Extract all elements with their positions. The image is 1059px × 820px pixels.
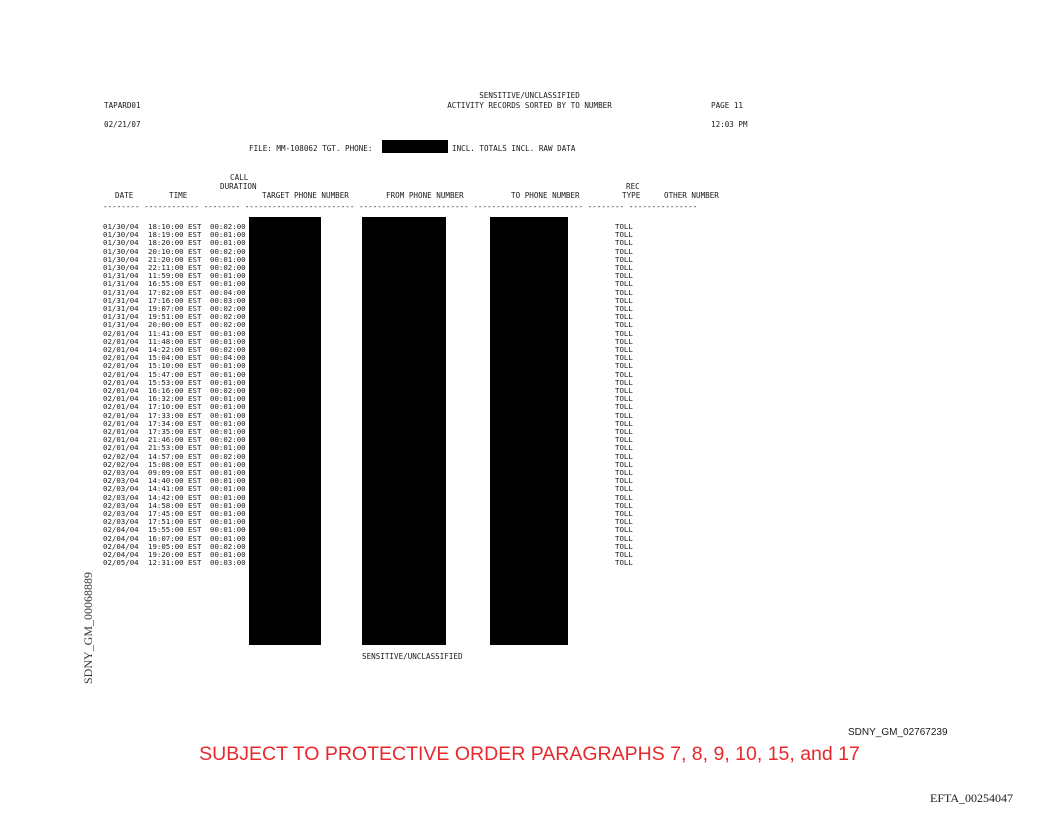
cell-time: 17:35:00 EST	[148, 427, 202, 436]
cell-duration: 00:01:00	[210, 468, 246, 477]
cell-duration: 00:01:00	[210, 492, 246, 502]
cell-rec-type: TOLL	[615, 435, 633, 445]
cell-date: 02/01/04	[103, 435, 139, 445]
cell-rec-type: TOLL	[615, 525, 633, 535]
cell-time: 11:59:00 EST	[148, 271, 202, 281]
cell-duration: 00:04:00	[210, 287, 246, 297]
cell-time: 16:55:00 EST	[148, 279, 202, 289]
cell-date: 02/04/04	[103, 525, 139, 535]
cell-rec-type: TOLL	[615, 550, 633, 559]
cell-duration: 00:04:00	[210, 353, 246, 363]
cell-time: 19:05:00 EST	[148, 541, 202, 551]
cell-rec-type: TOLL	[615, 353, 633, 363]
cell-time: 21:53:00 EST	[148, 443, 202, 453]
cell-date: 02/03/04	[103, 517, 139, 527]
cell-duration: 00:01:00	[210, 525, 246, 535]
cell-duration: 00:01:00	[210, 394, 246, 404]
cell-time: 15:04:00 EST	[148, 353, 202, 363]
cell-date: 01/31/04	[103, 279, 139, 289]
cell-rec-type: TOLL	[615, 345, 633, 354]
cell-rec-type: TOLL	[615, 304, 633, 313]
cell-rec-type: TOLL	[615, 238, 633, 248]
cell-duration: 00:01:00	[210, 328, 246, 338]
cell-date: 02/01/04	[103, 377, 139, 387]
cell-rec-type: TOLL	[615, 377, 633, 387]
file-line-suffix: INCL. TOTALS INCL. RAW DATA	[452, 144, 576, 153]
cell-duration: 00:01:00	[210, 427, 246, 436]
cell-rec-type: TOLL	[615, 295, 633, 305]
cell-rec-type: TOLL	[615, 271, 633, 281]
cell-date: 02/01/04	[103, 410, 139, 420]
cell-rec-type: TOLL	[615, 230, 633, 240]
cell-duration: 00:02:00	[210, 386, 246, 395]
cell-date: 01/31/04	[103, 304, 139, 313]
cell-date: 01/30/04	[103, 254, 139, 264]
cell-date: 02/04/04	[103, 533, 139, 543]
cell-duration: 00:01:00	[210, 361, 246, 371]
cell-rec-type: TOLL	[615, 533, 633, 543]
cell-time: 14:42:00 EST	[148, 492, 202, 502]
cell-time: 17:02:00 EST	[148, 287, 202, 297]
cell-duration: 00:01:00	[210, 459, 246, 469]
cell-time: 17:33:00 EST	[148, 410, 202, 420]
cell-date: 02/03/04	[103, 484, 139, 494]
cell-time: 14:22:00 EST	[148, 345, 202, 354]
cell-rec-type: TOLL	[615, 336, 633, 346]
cell-duration: 00:02:00	[210, 304, 246, 313]
cell-duration: 00:01:00	[210, 238, 246, 248]
cell-time: 18:20:00 EST	[148, 238, 202, 248]
cell-duration: 00:03:00	[210, 558, 246, 568]
separator-dashes: -------- ------------ -------- ------------------------ ------------------------ ------------------------ -------- ---------------	[103, 202, 698, 211]
cell-date: 02/01/04	[103, 427, 139, 436]
cell-duration: 00:01:00	[210, 254, 246, 264]
cell-date: 01/30/04	[103, 263, 139, 272]
cell-time: 18:19:00 EST	[148, 230, 202, 240]
cell-time: 17:51:00 EST	[148, 517, 202, 527]
cell-time: 11:41:00 EST	[148, 328, 202, 338]
protective-order-notice: SUBJECT TO PROTECTIVE ORDER PARAGRAPHS 7, 8, 9, 10, 15, and 17	[199, 743, 860, 765]
cell-date: 02/01/04	[103, 369, 139, 379]
cell-rec-type: TOLL	[615, 320, 633, 330]
cell-time: 19:07:00 EST	[148, 304, 202, 313]
cell-duration: 00:01:00	[210, 271, 246, 281]
cell-time: 22:11:00 EST	[148, 263, 202, 272]
cell-duration: 00:02:00	[210, 312, 246, 322]
cell-rec-type: TOLL	[615, 418, 633, 428]
report-date: 02/21/07	[104, 120, 141, 129]
cell-date: 01/30/04	[103, 230, 139, 240]
cell-rec-type: TOLL	[615, 541, 633, 551]
cell-date: 01/31/04	[103, 287, 139, 297]
cell-date: 01/30/04	[103, 238, 139, 248]
cell-duration: 00:03:00	[210, 295, 246, 305]
cell-time: 17:10:00 EST	[148, 402, 202, 412]
col-header-duration: DURATION	[220, 182, 257, 191]
cell-rec-type: TOLL	[615, 492, 633, 502]
cell-duration: 00:01:00	[210, 517, 246, 527]
cell-date: 02/01/04	[103, 443, 139, 453]
cell-date: 02/01/04	[103, 328, 139, 338]
file-line-prefix: FILE: MM-108062 TGT. PHONE:	[249, 144, 373, 153]
cell-rec-type: TOLL	[615, 254, 633, 264]
cell-duration: 00:01:00	[210, 336, 246, 346]
cell-time: 14:58:00 EST	[148, 500, 202, 510]
cell-time: 16:32:00 EST	[148, 394, 202, 404]
cell-date: 01/31/04	[103, 295, 139, 305]
cell-date: 02/04/04	[103, 541, 139, 551]
cell-time: 15:47:00 EST	[148, 369, 202, 379]
cell-rec-type: TOLL	[615, 484, 633, 494]
cell-rec-type: TOLL	[615, 361, 633, 371]
cell-date: 02/02/04	[103, 451, 139, 461]
col-header-target: TARGET PHONE NUMBER	[262, 191, 349, 200]
cell-duration: 00:02:00	[210, 541, 246, 551]
cell-time: 12:31:00 EST	[148, 558, 202, 568]
cell-date: 02/01/04	[103, 394, 139, 404]
redacted-target-phone	[382, 140, 448, 153]
cell-time: 20:00:00 EST	[148, 320, 202, 330]
cell-time: 17:16:00 EST	[148, 295, 202, 305]
cell-date: 01/30/04	[103, 246, 139, 256]
classification-top: SENSITIVE/UNCLASSIFIED	[479, 91, 580, 100]
cell-duration: 00:01:00	[210, 230, 246, 240]
cell-rec-type: TOLL	[615, 509, 633, 518]
cell-rec-type: TOLL	[615, 246, 633, 256]
report-time: 12:03 PM	[711, 120, 748, 129]
cell-time: 19:51:00 EST	[148, 312, 202, 322]
cell-date: 02/01/04	[103, 345, 139, 354]
cell-duration: 00:01:00	[210, 402, 246, 412]
cell-duration: 00:01:00	[210, 279, 246, 289]
cell-rec-type: TOLL	[615, 517, 633, 527]
col-header-type: TYPE	[622, 191, 641, 200]
sdny-stamp: SDNY_GM_02767239	[848, 727, 948, 738]
cell-duration: 00:01:00	[210, 533, 246, 543]
cell-rec-type: TOLL	[615, 443, 633, 453]
cell-time: 18:10:00 EST	[148, 222, 202, 231]
cell-duration: 00:02:00	[210, 246, 246, 256]
records-table	[103, 223, 663, 643]
cell-time: 16:07:00 EST	[148, 533, 202, 543]
cell-duration: 00:02:00	[210, 345, 246, 354]
cell-rec-type: TOLL	[615, 558, 633, 568]
cell-time: 15:55:00 EST	[148, 525, 202, 535]
efta-id: EFTA_00254047	[930, 791, 1014, 805]
cell-rec-type: TOLL	[615, 427, 633, 436]
cell-time: 14:41:00 EST	[148, 484, 202, 494]
cell-duration: 00:01:00	[210, 550, 246, 559]
cell-rec-type: TOLL	[615, 468, 633, 477]
cell-date: 02/03/04	[103, 509, 139, 518]
cell-date: 01/31/04	[103, 320, 139, 330]
cell-duration: 00:01:00	[210, 418, 246, 428]
col-header-rec: REC	[626, 182, 640, 191]
cell-rec-type: TOLL	[615, 312, 633, 322]
cell-duration: 00:01:00	[210, 500, 246, 510]
cell-duration: 00:01:00	[210, 484, 246, 494]
cell-date: 02/01/04	[103, 418, 139, 428]
col-header-other: OTHER NUMBER	[664, 191, 719, 200]
cell-rec-type: TOLL	[615, 369, 633, 379]
cell-time: 09:09:00 EST	[148, 468, 202, 477]
bates-stamp-vertical: SDNY_GM_00068889	[81, 571, 95, 684]
report-id: TAPARD01	[104, 101, 141, 110]
cell-time: 14:40:00 EST	[148, 476, 202, 486]
cell-time: 20:10:00 EST	[148, 246, 202, 256]
cell-time: 11:48:00 EST	[148, 336, 202, 346]
classification-bottom: SENSITIVE/UNCLASSIFIED	[362, 652, 463, 661]
cell-time: 17:45:00 EST	[148, 509, 202, 518]
cell-duration: 00:01:00	[210, 509, 246, 518]
cell-duration: 00:01:00	[210, 369, 246, 379]
cell-time: 14:57:00 EST	[148, 451, 202, 461]
col-header-time: TIME	[169, 191, 188, 200]
cell-duration: 00:02:00	[210, 320, 246, 330]
cell-date: 02/05/04	[103, 558, 139, 568]
cell-date: 02/03/04	[103, 468, 139, 477]
cell-rec-type: TOLL	[615, 328, 633, 338]
cell-rec-type: TOLL	[615, 394, 633, 404]
cell-rec-type: TOLL	[615, 402, 633, 412]
cell-rec-type: TOLL	[615, 263, 633, 272]
cell-time: 19:20:00 EST	[148, 550, 202, 559]
cell-date: 01/30/04	[103, 222, 139, 231]
cell-time: 15:08:00 EST	[148, 459, 202, 469]
cell-duration: 00:02:00	[210, 222, 246, 231]
page-number: PAGE 11	[711, 101, 744, 110]
cell-time: 17:34:00 EST	[148, 418, 202, 428]
cell-time: 15:10:00 EST	[148, 361, 202, 371]
cell-duration: 00:01:00	[210, 443, 246, 453]
cell-date: 02/01/04	[103, 402, 139, 412]
cell-date: 02/03/04	[103, 500, 139, 510]
cell-duration: 00:02:00	[210, 435, 246, 445]
cell-duration: 00:01:00	[210, 476, 246, 486]
cell-time: 21:20:00 EST	[148, 254, 202, 264]
col-header-to: TO PHONE NUMBER	[511, 191, 580, 200]
cell-date: 02/01/04	[103, 336, 139, 346]
cell-rec-type: TOLL	[615, 451, 633, 461]
cell-date: 01/31/04	[103, 271, 139, 281]
cell-duration: 00:02:00	[210, 451, 246, 461]
cell-date: 02/01/04	[103, 386, 139, 395]
cell-rec-type: TOLL	[615, 459, 633, 469]
cell-date: 02/01/04	[103, 353, 139, 363]
cell-rec-type: TOLL	[615, 476, 633, 486]
col-header-call: CALL	[230, 173, 249, 182]
cell-date: 02/01/04	[103, 361, 139, 371]
report-title: ACTIVITY RECORDS SORTED BY TO NUMBER	[447, 101, 612, 110]
cell-date: 01/31/04	[103, 312, 139, 322]
cell-duration: 00:01:00	[210, 410, 246, 420]
cell-rec-type: TOLL	[615, 386, 633, 395]
cell-rec-type: TOLL	[615, 500, 633, 510]
cell-date: 02/04/04	[103, 550, 139, 559]
cell-rec-type: TOLL	[615, 222, 633, 231]
col-header-from: FROM PHONE NUMBER	[386, 191, 464, 200]
cell-duration: 00:02:00	[210, 263, 246, 272]
cell-date: 02/03/04	[103, 476, 139, 486]
col-header-date: DATE	[115, 191, 134, 200]
cell-time: 16:16:00 EST	[148, 386, 202, 395]
cell-time: 21:46:00 EST	[148, 435, 202, 445]
cell-duration: 00:01:00	[210, 377, 246, 387]
cell-rec-type: TOLL	[615, 410, 633, 420]
cell-rec-type: TOLL	[615, 279, 633, 289]
cell-date: 02/02/04	[103, 459, 139, 469]
cell-time: 15:53:00 EST	[148, 377, 202, 387]
cell-rec-type: TOLL	[615, 287, 633, 297]
cell-date: 02/03/04	[103, 492, 139, 502]
